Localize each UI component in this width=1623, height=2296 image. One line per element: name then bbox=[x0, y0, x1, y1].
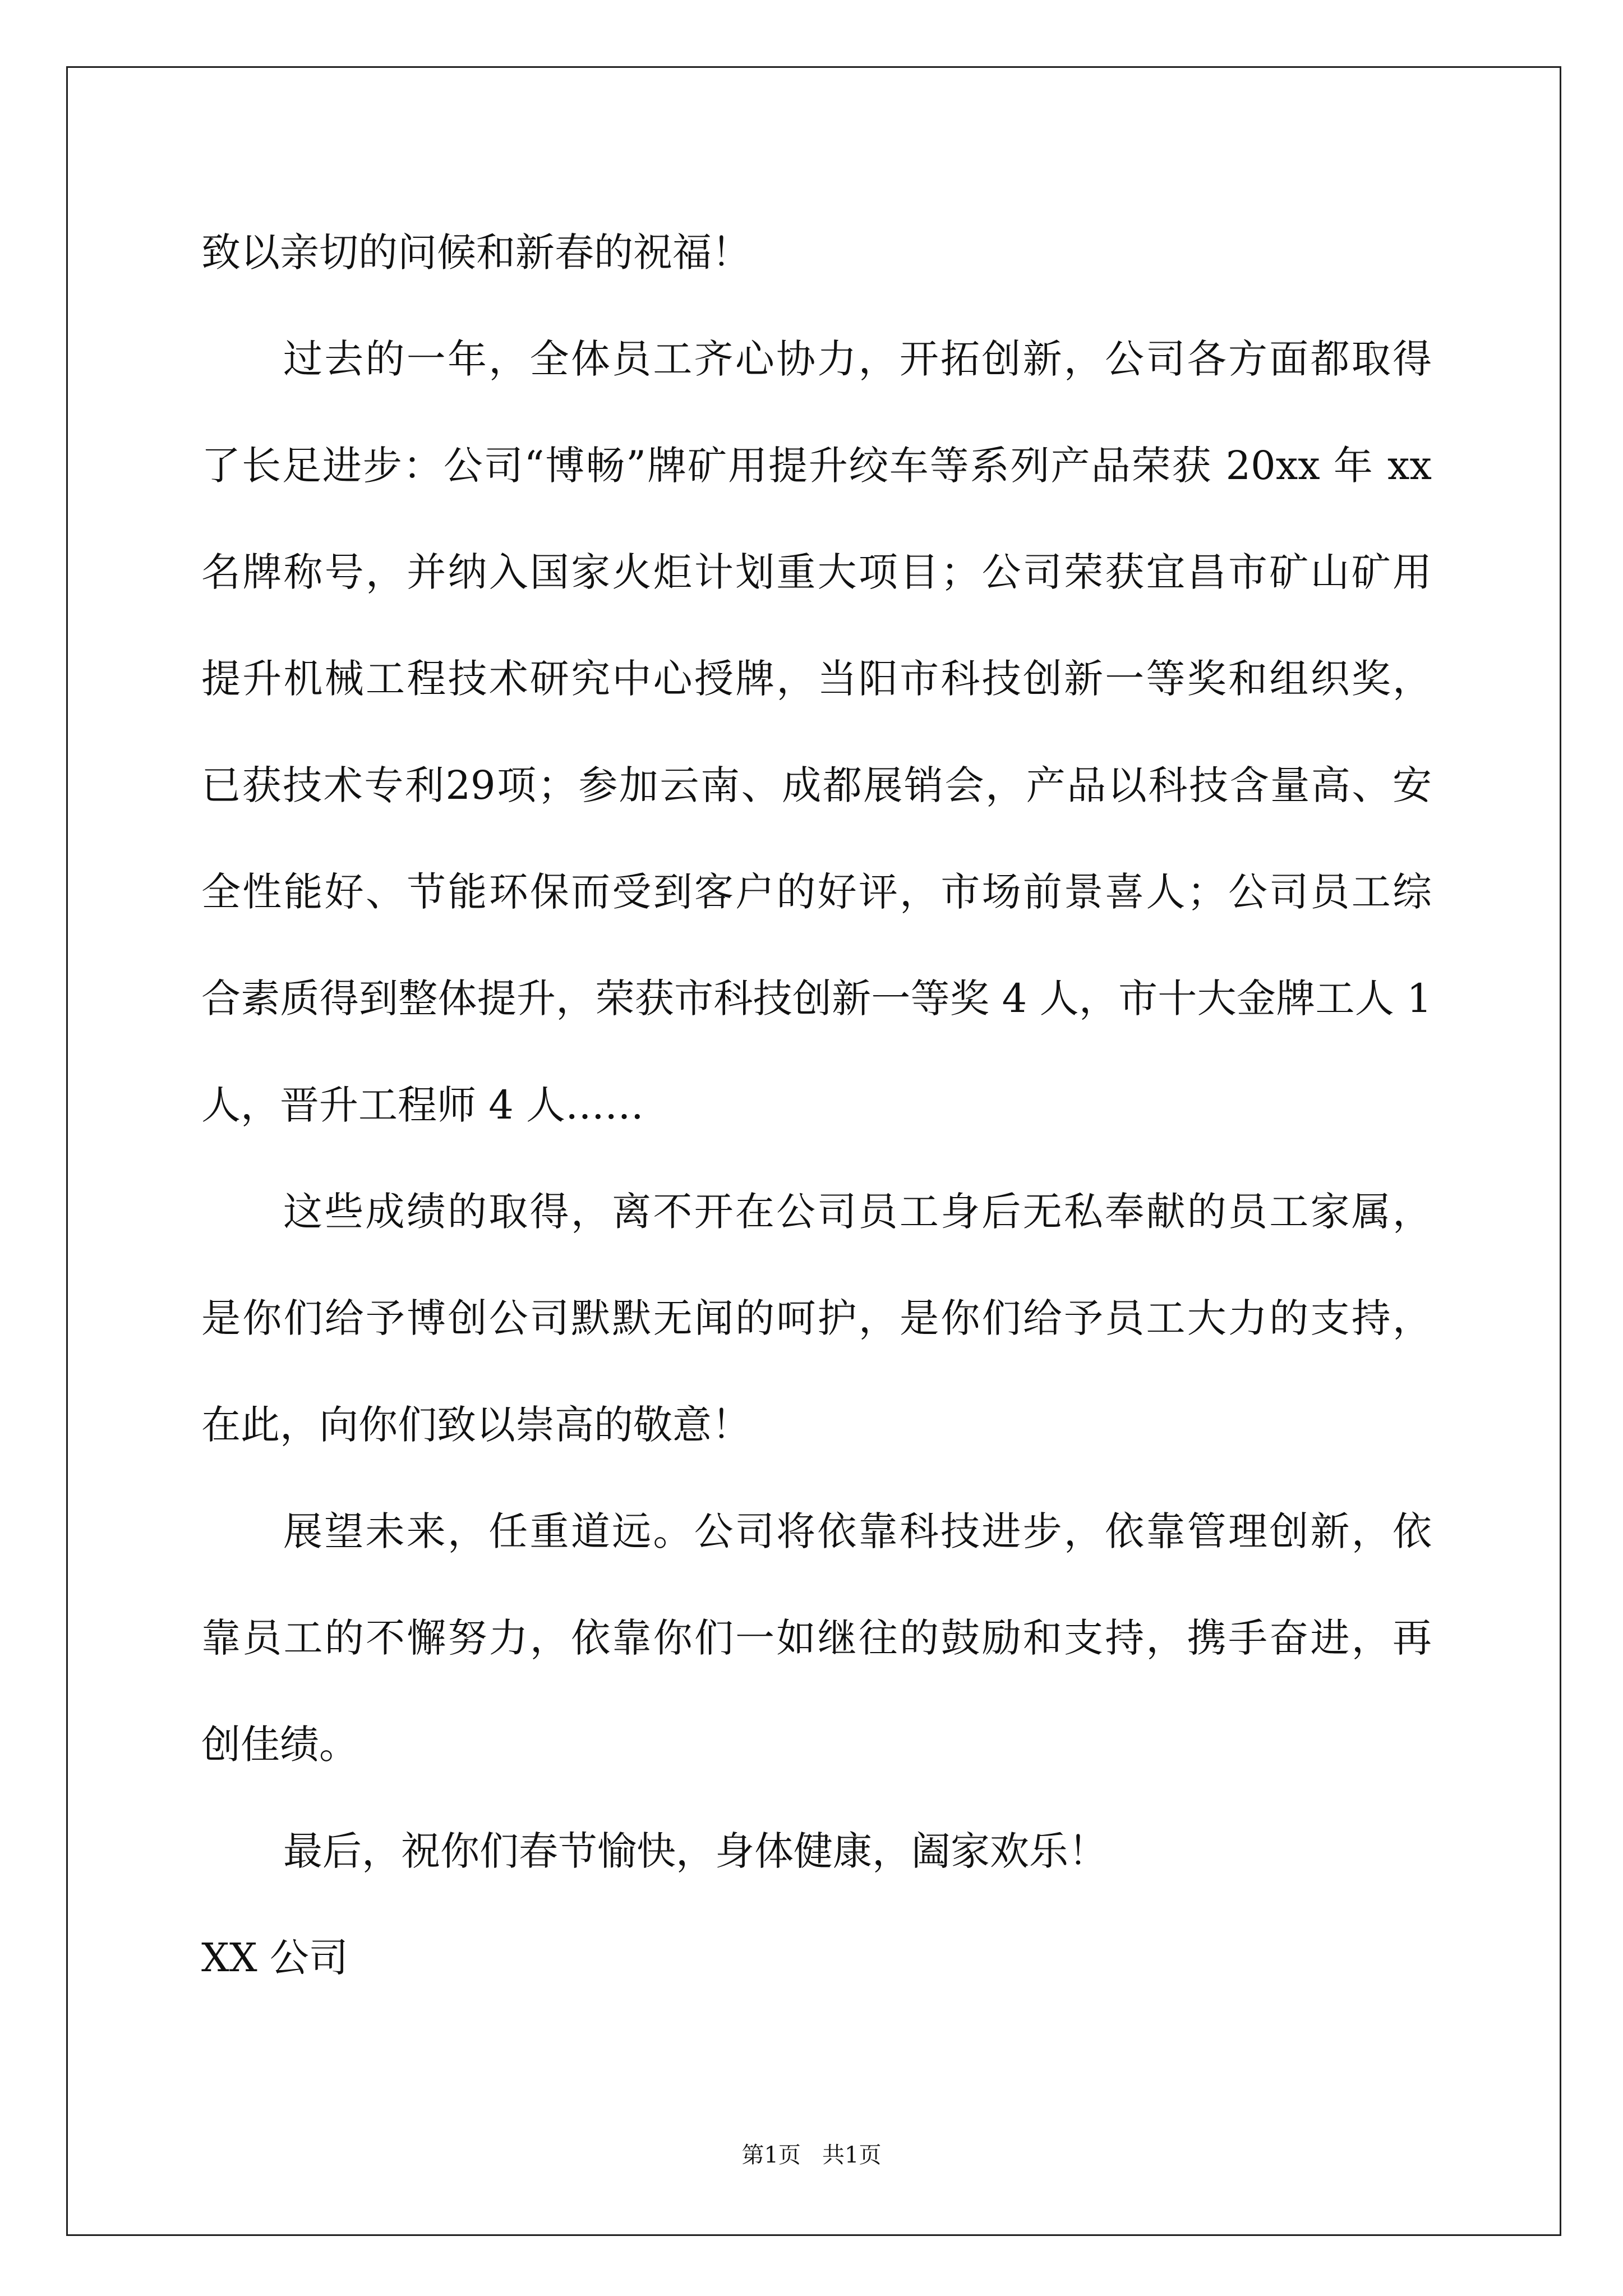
paragraph-line: 名牌称号，并纳入国家火炬计划重大项目；公司荣获宜昌市矿山矿用 bbox=[201, 549, 1432, 595]
signature: XX 公司 bbox=[201, 1935, 348, 1981]
paragraph-closing bbox=[201, 1798, 1432, 1904]
paragraph-outlook bbox=[201, 1478, 1432, 1798]
document-body bbox=[201, 199, 1432, 2011]
paragraph-line: 已获技术专利29项；参加云南、成都展销会，产品以科技含量高、安 bbox=[201, 762, 1432, 808]
paragraph-greeting bbox=[201, 199, 1432, 306]
paragraph-line: 这些成绩的取得，离不开在公司员工身后无私奉献的员工家属， bbox=[283, 1189, 1432, 1235]
paragraph-achievements bbox=[201, 306, 1432, 1158]
paragraph-line: 靠员工的不懈努力，依靠你们一如继往的鼓励和支持，携手奋进，再 bbox=[201, 1615, 1432, 1661]
paragraph-line: 创佳绩。 bbox=[201, 1722, 358, 1768]
paragraph-line: 展望未来，任重道远。公司将依靠科技进步，依靠管理创新，依 bbox=[283, 1508, 1432, 1554]
paragraph-line: 致以亲切的问候和新春的祝福！ bbox=[201, 229, 751, 275]
paragraph-line: 合素质得到整体提升，荣获市科技创新一等奖 4 人，市十大金牌工人 1 bbox=[201, 976, 1432, 1022]
paragraph-line: 提升机械工程技术研究中心授牌，当阳市科技创新一等奖和组织奖， bbox=[201, 656, 1432, 702]
paragraph-line: 最后，祝你们春节愉快，身体健康，阖家欢乐！ bbox=[283, 1828, 1108, 1874]
paragraph-line: 是你们给予博创公司默默无闻的呵护，是你们给予员工大力的支持， bbox=[201, 1295, 1432, 1341]
paragraph-line: 了长足进步：公司“博畅”牌矿用提升绞车等系列产品荣获 20xx 年 xx bbox=[201, 443, 1432, 489]
paragraph-thanks bbox=[201, 1158, 1432, 1478]
page-number-footer: 第1页 共1页 bbox=[741, 2142, 882, 2168]
paragraph-line: 在此，向你们致以崇高的敬意！ bbox=[201, 1402, 751, 1448]
paragraph-line: 全性能好、节能环保而受到客户的好评，市场前景喜人；公司员工综 bbox=[201, 869, 1432, 915]
paragraph-line: 过去的一年，全体员工齐心协力，开拓创新，公司各方面都取得 bbox=[283, 336, 1432, 382]
paragraph-line: 人，晋升工程师 4 人…… bbox=[201, 1082, 644, 1128]
